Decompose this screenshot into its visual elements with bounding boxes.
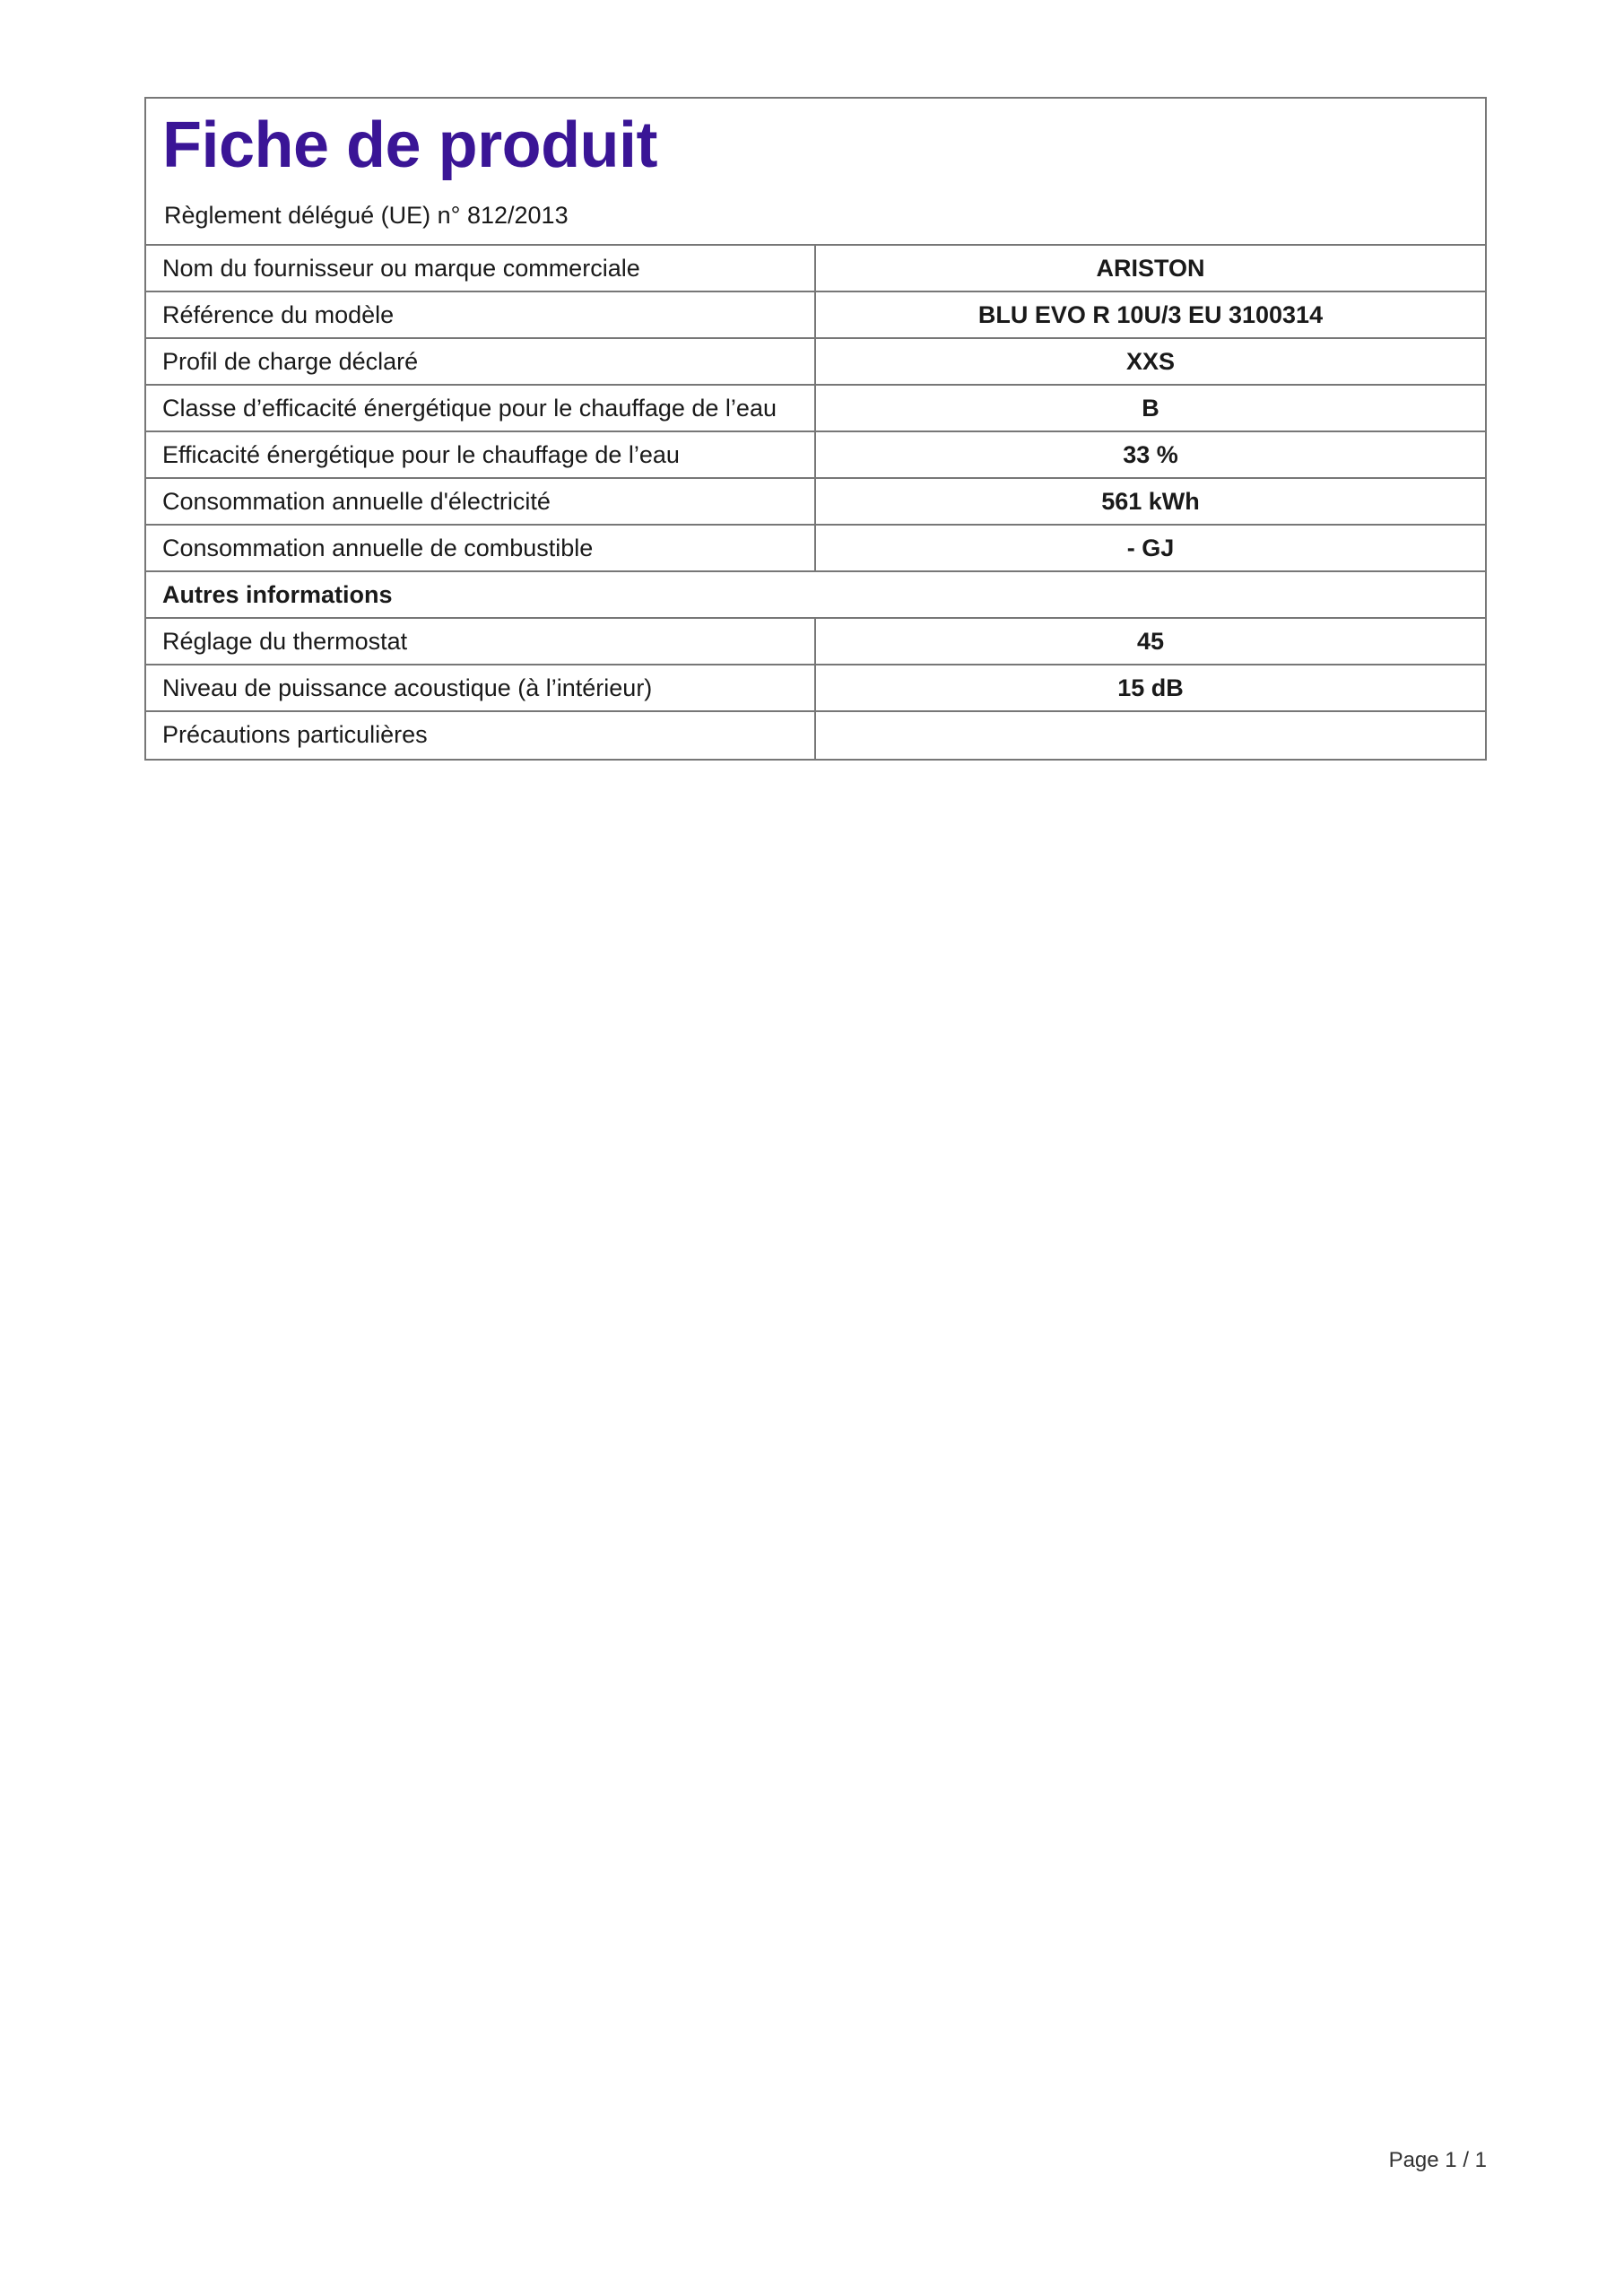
row-label: Profil de charge déclaré (146, 339, 816, 384)
row-label: Réglage du thermostat (146, 619, 816, 664)
row-label: Consommation annuelle de combustible (146, 526, 816, 570)
table-row-sound-power (146, 665, 1485, 712)
row-value: ARISTON (1096, 255, 1205, 282)
table-row-load-profile (146, 339, 1485, 386)
row-value: 45 (1136, 628, 1165, 655)
row-value: XXS (1125, 348, 1176, 375)
table-row-model (146, 292, 1485, 339)
row-value (816, 712, 1485, 759)
row-label: Consommation annuelle d'électricité (146, 479, 816, 524)
table-row-efficiency (146, 432, 1485, 479)
row-label: Efficacité énergétique pour le chauffage de l’eau (146, 432, 816, 477)
row-value: B (1142, 395, 1159, 422)
product-sheet-table (144, 97, 1487, 761)
row-label: Précautions particulières (146, 712, 816, 759)
section-header-row (146, 572, 1485, 619)
row-value: - GJ (1126, 535, 1175, 561)
row-value: BLU EVO R 10U/3 EU 3100314 (977, 301, 1324, 328)
row-value: 15 dB (1117, 674, 1184, 701)
sheet-header (146, 99, 1485, 246)
table-row-efficiency-class (146, 386, 1485, 432)
page-number: Page 1 / 1 (1388, 2148, 1487, 2172)
row-label: Référence du modèle (146, 292, 816, 337)
table-row-supplier (146, 246, 1485, 292)
row-value: 561 kWh (1101, 488, 1200, 515)
page-title: Fiche de produit (162, 109, 658, 181)
table-row-electricity (146, 479, 1485, 526)
section-title: Autres informations (162, 581, 393, 608)
regulation-reference: Règlement délégué (UE) n° 812/2013 (164, 202, 569, 229)
table-row-fuel (146, 526, 1485, 572)
row-label: Nom du fournisseur ou marque commerciale (146, 246, 816, 291)
row-value: 33 % (1123, 441, 1178, 468)
row-label: Niveau de puissance acoustique (à l’intérieur) (146, 665, 816, 710)
row-label: Classe d’efficacité énergétique pour le chauffage de l’eau (146, 386, 816, 430)
table-row-precautions (146, 712, 1485, 759)
table-row-thermostat (146, 619, 1485, 665)
